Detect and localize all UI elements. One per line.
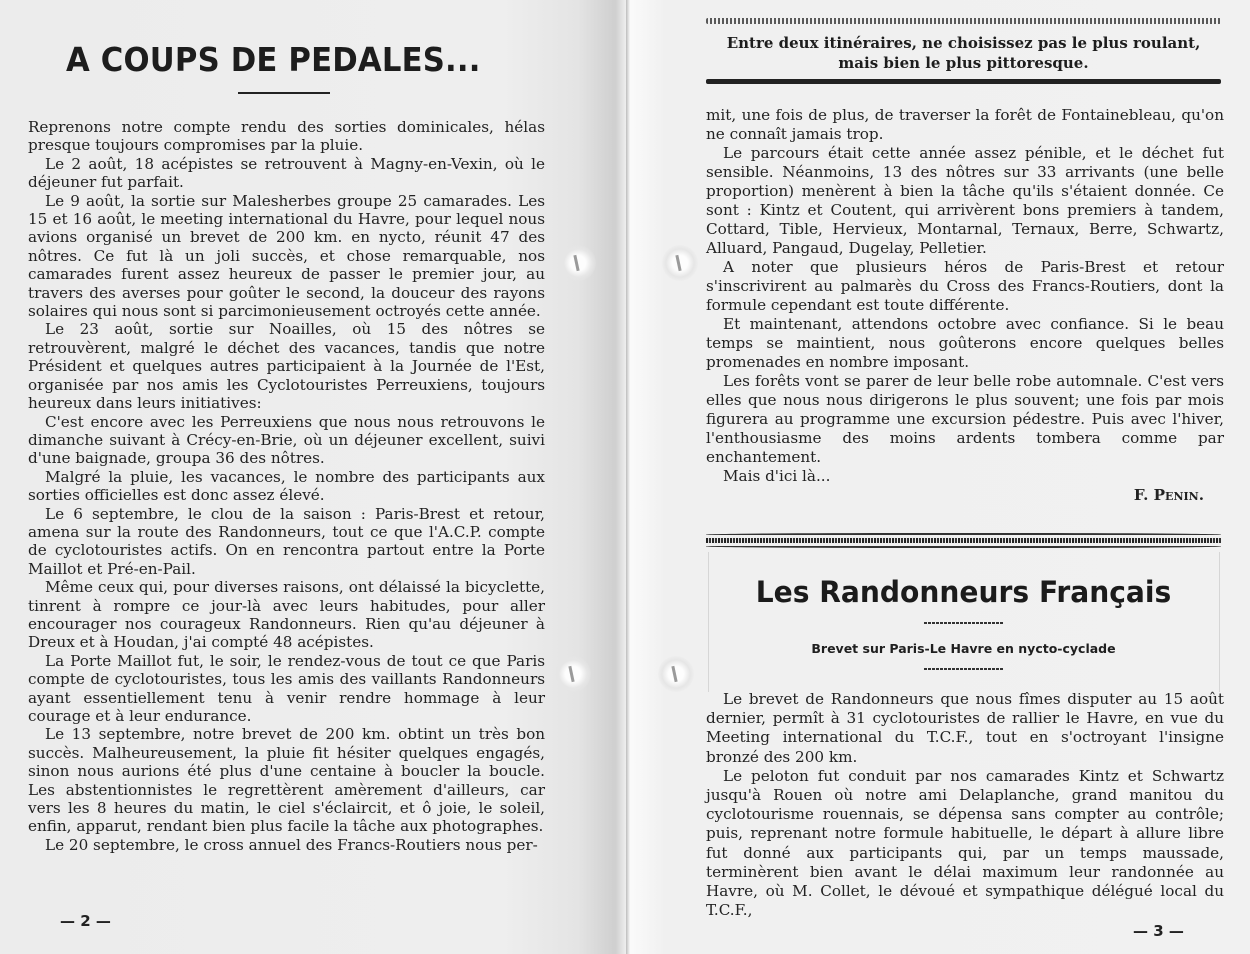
dashed-rule xyxy=(924,622,1004,624)
paragraph: Même ceux qui, pour diverses raisons, ont délaissé la bicyclette, tinrent à rompre ce jour-là avec leurs habitudes, pour aller encourager nos courageux Randonneurs. Rien qu'au déjeuner à Dreux et à Houdan, j'ai compté 48 acépistes. xyxy=(28,578,545,652)
author-signature: F. Penin. xyxy=(1133,486,1204,504)
article-title: A COUPS DE PEDALES... xyxy=(66,40,481,79)
staple-hole-icon xyxy=(555,656,591,692)
paragraph: C'est encore avec les Perreuxiens que nous nous retrouvons le dimanche suivant à Crécy-en-Brie, où un déjeuner excellent, suivi d'une baignade, groupa 36 des nôtres. xyxy=(28,412,545,468)
section-body xyxy=(706,690,1224,920)
paragraph: Le brevet de Randonneurs que nous fîmes disputer au 15 août dernier, permît à 31 cyclotouristes de rallier le Havre, en vue du Meeting international du T.C.F., tout en s'octroyant l'insigne bronzé des 200 km. xyxy=(706,690,1224,766)
paragraph: Le 20 septembre, le cross annuel des Francs-Routiers nous per- xyxy=(45,835,538,854)
paragraph: La Porte Maillot fut, le soir, le rendez-vous de tout ce que Paris compte de cyclotouristes, tous les amis des vaillants Randonneurs ayant essentiellement tenu à venir rendre hommage à leur courage et à leur endurance. xyxy=(28,651,545,725)
dashed-rule xyxy=(924,668,1004,670)
page-number-right: — 3 — xyxy=(1133,922,1184,940)
ornament-rule-bottom xyxy=(706,79,1221,84)
paragraph: Mais d'ici là... xyxy=(723,467,831,485)
staple-hole-icon xyxy=(658,656,694,692)
section-divider-ornament xyxy=(706,533,1221,549)
paragraph: Le 9 août, la sortie sur Malesherbes groupe 25 camarades. Les 15 et 16 août, le meeting international du Havre, pour lequel nous avions organisé un brevet de 200 km. en nycto, réunit 47 des nôtres. Ce fut là un joli succès, et chose remarquable, nos camarades furent assez heureux de passer le premier jour, au travers des averses pour goûter le second, la douceur des rayons solaires qui nous sont si parcimonieusement octroyés cette année. xyxy=(28,191,545,321)
paragraph: Reprenons notre compte rendu des sorties dominicales, hélas presque toujours compromises par la pluie. xyxy=(28,118,545,155)
paragraph: A noter que plusieurs héros de Paris-Brest et retour s'inscrivirent au palmarès du Cross des Francs-Routiers, dont la formule cependant est toute différente. xyxy=(706,258,1224,314)
paragraph: mit, une fois de plus, de traverser la forêt de Fontainebleau, qu'on ne connaît jamais trop. xyxy=(706,106,1224,143)
article-continuation xyxy=(706,106,1224,505)
paragraph: Le 13 septembre, notre brevet de 200 km. obtint un très bon succès. Malheureusement, la pluie fit hésiter quelques engagés, sinon nous aurions été plus d'une centaine à boucler la boucle. Les abstentionnistes le regrettèrent amèrement d'ailleurs, car vers les 8 heures du matin, le ciel s'éclaircit, et ô joie, le soleil, enfin, apparut, rendant bien plus facile la tâche aux photographes. xyxy=(28,725,545,836)
article-body xyxy=(28,118,545,854)
paragraph: Le 23 août, sortie sur Noailles, où 15 des nôtres se retrouvèrent, malgré le déchet des vacances, tandis que notre Président et quelques autres participaient à la Journée de l'Est, organisée par nos amis les Cyclotouristes Perreuxiens, toujours heureux dans leurs initiatives: xyxy=(28,320,545,413)
paragraph: Le 6 septembre, le clou de la saison : Paris-Brest et retour, amena sur la route des Randonneurs, tout ce que l'A.C.P. compte de cyclotouristes actifs. On en rencontra partout entre la Porte Maillot et Pré-en-Pail. xyxy=(28,504,545,578)
binding-gutter xyxy=(626,0,630,954)
section-title: Les Randonneurs Français xyxy=(755,575,1172,609)
section-subtitle: Brevet sur Paris-Le Havre en nycto-cyclade xyxy=(811,641,1116,656)
paragraph: Le 2 août, 18 acépistes se retrouvent à Magny-en-Vexin, où le déjeuner fut parfait. xyxy=(28,154,545,192)
paragraph: Les forêts vont se parer de leur belle robe automnale. C'est vers elles que nous nous dirigerons le plus souvent; une fois par mois figurera au programme une excursion pédestre. Puis avec l'hiver, l'enthousiasme des moins ardents tombera comme par enchantement. xyxy=(706,372,1224,466)
title-underline xyxy=(238,92,330,94)
paragraph: Le peloton fut conduit par nos camarades Kintz et Schwartz jusqu'à Rouen où notre ami Delaplanche, grand manitou du cyclotourisme rouennais, se dépensa sans compter au contrôle; puis, reprenant notre formule habituelle, le départ à allure libre fut donné aux participants qui, par un temps maussade, terminèrent bien avant le délai maximum leur randonnée au Havre, où M. Collet, le dévoué et sympathique délégué local du T.C.F., xyxy=(706,766,1224,920)
page-number-left: — 2 — xyxy=(60,912,111,930)
ornament-rule-top xyxy=(706,18,1221,24)
paragraph: Et maintenant, attendons octobre avec confiance. Si le beau temps se maintient, nous goûterons encore quelques belles promenades en nombre imposant. xyxy=(706,315,1224,371)
paragraph: Malgré la pluie, les vacances, le nombre des participants aux sorties officielles est donc assez élevé. xyxy=(28,467,545,505)
staple-hole-icon xyxy=(662,245,698,281)
paragraph: Le parcours était cette année assez pénible, et le déchet fut sensible. Néanmoins, 13 des nôtres sur 33 arrivants (une belle proportion) menèrent à bien la tâche qu'ils s'étaient donnée. Ce sont : Kintz et Coutent, qui arrivèrent bons premiers à tandem, Cottard, Tible, Hervieux, Montarnal, Ternaux, Berre, Schwartz, Alluard, Pangaud, Dugelay, Pelletier. xyxy=(706,144,1224,257)
staple-hole-icon xyxy=(560,245,596,281)
motto-banner: Entre deux itinéraires, ne choisissez pas le plus roulant, mais bien le plus pittoresque. xyxy=(726,34,1201,72)
